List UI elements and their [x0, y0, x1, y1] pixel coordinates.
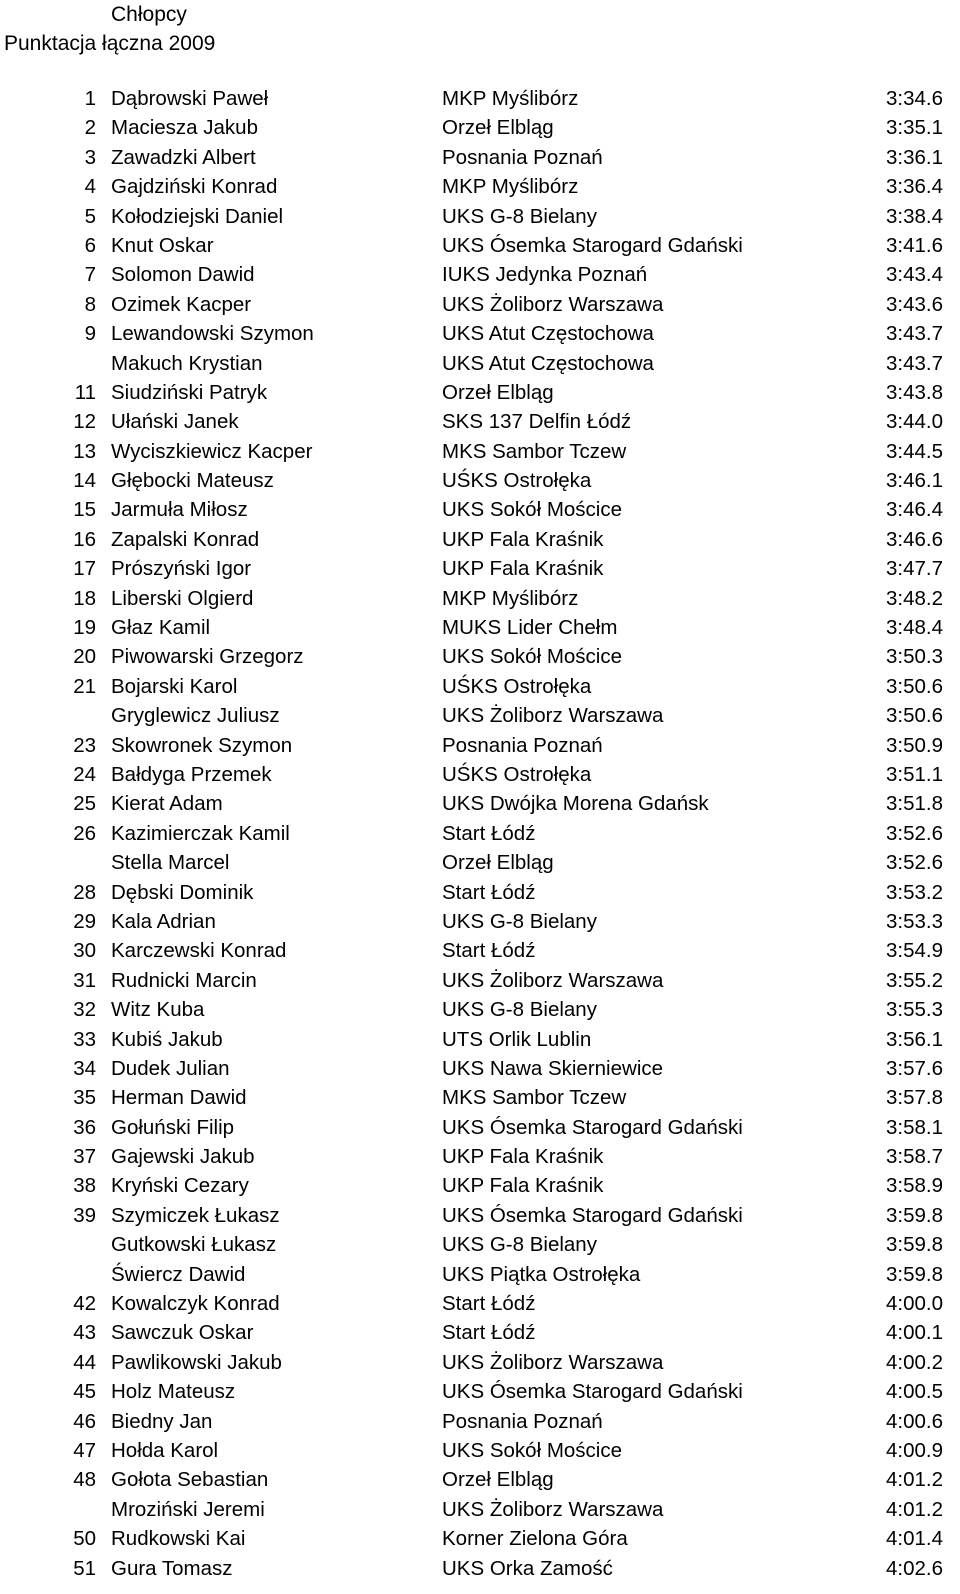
- result-time: 3:56.1: [886, 1027, 943, 1051]
- result-row: [0, 848, 960, 877]
- result-time: 3:50.9: [886, 733, 943, 757]
- athlete-name: Gajewski Jakub: [111, 1145, 255, 1169]
- result-row: [0, 1495, 960, 1524]
- athlete-name: Kowalczyk Konrad: [111, 1292, 280, 1316]
- athlete-name: Gura Tomasz: [111, 1556, 233, 1580]
- place-cell: 14: [73, 469, 96, 493]
- athlete-name: Maciesza Jakub: [111, 116, 258, 140]
- club-name: UKP Fala Kraśnik: [442, 527, 604, 551]
- result-row: [0, 1142, 960, 1171]
- place-cell: 1: [84, 87, 96, 110]
- athlete-name: Świercz Dawid: [111, 1262, 246, 1286]
- club-name: UTS Orlik Lublin: [442, 1027, 592, 1051]
- club-name: Start Łódź: [442, 939, 536, 963]
- place-cell: 26: [73, 821, 96, 845]
- place-cell: 42: [73, 1292, 96, 1316]
- athlete-name: Solomon Dawid: [111, 263, 255, 287]
- place-cell: 48: [73, 1468, 96, 1492]
- result-time: 3:34.6: [886, 87, 943, 110]
- athlete-name: Ozimek Kacper: [111, 292, 252, 316]
- athlete-name: Skowronek Szymon: [111, 733, 293, 757]
- club-name: UKS Sokół Mościce: [442, 498, 623, 522]
- result-row: [0, 642, 960, 671]
- club-name: UKS Żoliborz Warszawa: [442, 968, 664, 992]
- club-name: Orzeł Elbląg: [442, 851, 554, 875]
- club-name: Orzeł Elbląg: [442, 1468, 554, 1492]
- athlete-name: Biedny Jan: [111, 1409, 213, 1433]
- athlete-name: Stella Marcel: [111, 851, 230, 875]
- result-time: 3:36.4: [886, 175, 943, 199]
- club-name: UKP Fala Kraśnik: [442, 557, 604, 581]
- athlete-name: Dąbrowski Paweł: [111, 87, 269, 110]
- result-row: [0, 1025, 960, 1054]
- result-time: 3:48.2: [886, 586, 943, 610]
- athlete-name: Ułański Janek: [111, 410, 239, 434]
- result-time: 3:57.8: [886, 1086, 943, 1110]
- club-name: Posnania Poznań: [442, 733, 603, 757]
- athlete-name: Lewandowski Szymon: [111, 322, 314, 346]
- result-time: 3:46.1: [886, 469, 943, 493]
- athlete-name: Szymiczek Łukasz: [111, 1203, 280, 1227]
- result-row: [0, 907, 960, 936]
- result-time: 3:58.1: [886, 1115, 943, 1139]
- result-row: [0, 378, 960, 407]
- place-cell: 25: [73, 792, 96, 816]
- place-cell: 35: [73, 1086, 96, 1110]
- place-cell: 36: [73, 1115, 96, 1139]
- place-cell: 11: [74, 380, 96, 404]
- place-cell: 24: [73, 762, 96, 786]
- club-name: UKS Ósemka Starogard Gdański: [442, 1203, 743, 1227]
- athlete-name: Mroziński Jeremi: [111, 1497, 265, 1521]
- result-row: [0, 554, 960, 583]
- result-row: [0, 936, 960, 965]
- club-name: UKS Sokół Mościce: [442, 645, 623, 669]
- result-row: [0, 672, 960, 701]
- place-cell: 18: [73, 586, 96, 610]
- club-name: UKS Ósemka Starogard Gdański: [442, 1115, 743, 1139]
- club-name: UKS G-8 Bielany: [442, 909, 597, 933]
- place-cell: 5: [84, 204, 96, 228]
- club-name: UKS Atut Częstochowa: [442, 351, 654, 375]
- place-cell: 43: [73, 1321, 96, 1345]
- result-row: [0, 731, 960, 760]
- result-time: 3:50.6: [886, 674, 943, 698]
- ranking-subtitle: Punktacja łączna 2009: [4, 32, 216, 55]
- result-row: [0, 143, 960, 172]
- result-time: 3:41.6: [886, 233, 943, 257]
- athlete-name: Sawczuk Oskar: [111, 1321, 254, 1345]
- place-cell: 4: [84, 175, 96, 199]
- place-cell: 23: [73, 733, 96, 757]
- club-name: UKS Żoliborz Warszawa: [442, 1350, 664, 1374]
- place-cell: 3: [84, 145, 96, 169]
- result-time: 3:50.3: [886, 645, 943, 669]
- club-name: UKP Fala Kraśnik: [442, 1174, 604, 1198]
- club-name: UKS Piątka Ostrołęka: [442, 1262, 641, 1286]
- result-time: 4:00.2: [886, 1350, 943, 1374]
- club-name: IUKS Jedynka Poznań: [442, 263, 648, 287]
- place-cell: 7: [84, 263, 96, 287]
- club-name: MKP Myślibórz: [442, 586, 579, 610]
- athlete-name: Głębocki Mateusz: [111, 469, 274, 493]
- result-row: [0, 84, 960, 113]
- place-cell: 47: [73, 1438, 96, 1462]
- result-row: [0, 407, 960, 436]
- place-cell: 28: [73, 880, 96, 904]
- place-cell: 39: [73, 1203, 96, 1227]
- place-cell: 20: [73, 645, 96, 669]
- club-name: Start Łódź: [442, 880, 536, 904]
- result-time: 3:58.9: [886, 1174, 943, 1198]
- result-time: 4:01.2: [886, 1468, 943, 1492]
- place-cell: 19: [73, 616, 96, 640]
- result-time: 3:47.7: [886, 557, 943, 581]
- club-name: UŚKS Ostrołęka: [442, 469, 592, 493]
- result-row: [0, 349, 960, 378]
- result-row: [0, 1201, 960, 1230]
- result-row: [0, 1436, 960, 1465]
- result-time: 3:43.7: [886, 351, 943, 375]
- club-name: UKS Atut Częstochowa: [442, 322, 654, 346]
- result-time: 3:46.4: [886, 498, 943, 522]
- place-cell: 6: [84, 233, 96, 257]
- athlete-name: Gajdziński Konrad: [111, 175, 278, 199]
- result-row: [0, 1465, 960, 1494]
- result-time: 3:59.8: [886, 1233, 943, 1257]
- result-time: 3:55.3: [886, 998, 943, 1022]
- place-cell: 31: [73, 968, 96, 992]
- club-name: Start Łódź: [442, 1292, 536, 1316]
- result-row: [0, 1407, 960, 1436]
- athlete-name: Kazimierczak Kamil: [111, 821, 290, 845]
- result-row: [0, 584, 960, 613]
- athlete-name: Kala Adrian: [111, 909, 216, 933]
- club-name: UKS Nawa Skierniewice: [442, 1056, 664, 1080]
- result-row: [0, 995, 960, 1024]
- place-cell: 51: [73, 1556, 96, 1580]
- athlete-name: Witz Kuba: [111, 998, 205, 1022]
- athlete-name: Gołuński Filip: [111, 1115, 235, 1139]
- club-name: UKS Orka Zamość: [442, 1556, 613, 1580]
- athlete-name: Dudek Julian: [111, 1056, 230, 1080]
- place-cell: 37: [73, 1145, 96, 1169]
- athlete-name: Kierat Adam: [111, 792, 223, 816]
- result-row: [0, 525, 960, 554]
- result-row: [0, 202, 960, 231]
- result-time: 3:51.8: [886, 792, 943, 816]
- athlete-name: Siudziński Patryk: [111, 380, 268, 404]
- place-cell: 12: [73, 410, 96, 434]
- athlete-name: Dębski Dominik: [111, 880, 254, 904]
- result-time: 3:51.1: [886, 762, 943, 786]
- club-name: Start Łódź: [442, 821, 536, 845]
- result-time: 3:44.0: [886, 410, 943, 434]
- club-name: UKS Dwójka Morena Gdańsk: [442, 792, 709, 816]
- athlete-name: Bałdyga Przemek: [111, 762, 272, 786]
- document-header: [0, 0, 960, 58]
- place-cell: 2: [84, 116, 96, 140]
- place-cell: 16: [73, 527, 96, 551]
- result-time: 3:59.8: [886, 1203, 943, 1227]
- club-name: UKS Ósemka Starogard Gdański: [442, 233, 743, 257]
- club-name: UKS Żoliborz Warszawa: [442, 292, 664, 316]
- club-name: UŚKS Ostrołęka: [442, 762, 592, 786]
- result-row: [0, 260, 960, 289]
- result-time: 3:53.3: [886, 909, 943, 933]
- result-time: 4:01.4: [886, 1527, 943, 1551]
- result-row: [0, 1377, 960, 1406]
- place-cell: 34: [73, 1056, 96, 1080]
- athlete-name: Rudkowski Kai: [111, 1527, 246, 1551]
- athlete-name: Głaz Kamil: [111, 616, 211, 640]
- result-row: [0, 1289, 960, 1318]
- result-row: [0, 701, 960, 730]
- club-name: Start Łódź: [442, 1321, 536, 1345]
- place-cell: 32: [73, 998, 96, 1022]
- result-time: 4:02.6: [886, 1556, 943, 1580]
- result-time: 3:55.2: [886, 968, 943, 992]
- result-time: 3:54.9: [886, 939, 943, 963]
- place-cell: 46: [73, 1409, 96, 1433]
- result-row: [0, 172, 960, 201]
- place-cell: 38: [73, 1174, 96, 1198]
- athlete-name: Gutkowski Łukasz: [111, 1233, 277, 1257]
- club-name: UKS Żoliborz Warszawa: [442, 704, 664, 728]
- athlete-name: Hołda Karol: [111, 1438, 219, 1462]
- result-row: [0, 819, 960, 848]
- athlete-name: Makuch Krystian: [111, 351, 263, 375]
- place-cell: 45: [73, 1380, 96, 1404]
- result-time: 4:00.9: [886, 1438, 943, 1462]
- result-row: [0, 1524, 960, 1553]
- result-row: [0, 495, 960, 524]
- result-row: [0, 290, 960, 319]
- athlete-name: Liberski Olgierd: [111, 586, 254, 610]
- athlete-name: Piwowarski Grzegorz: [111, 645, 304, 669]
- result-row: [0, 878, 960, 907]
- result-time: 3:52.6: [886, 821, 943, 845]
- result-time: 3:43.7: [886, 322, 943, 346]
- result-row: [0, 1113, 960, 1142]
- place-cell: 33: [73, 1027, 96, 1051]
- athlete-name: Bojarski Karol: [111, 674, 238, 698]
- club-name: MKP Myślibórz: [442, 175, 579, 199]
- result-row: [0, 760, 960, 789]
- result-time: 3:36.1: [886, 145, 943, 169]
- result-row: [0, 319, 960, 348]
- category-title: Chłopcy: [111, 3, 187, 26]
- club-name: UŚKS Ostrołęka: [442, 674, 592, 698]
- result-time: 3:38.4: [886, 204, 943, 228]
- result-time: 3:43.8: [886, 380, 943, 404]
- club-name: MKP Myślibórz: [442, 87, 579, 110]
- result-row: [0, 966, 960, 995]
- club-name: UKS Ósemka Starogard Gdański: [442, 1380, 743, 1404]
- club-name: Posnania Poznań: [442, 1409, 603, 1433]
- result-row: [0, 1054, 960, 1083]
- result-time: 3:58.7: [886, 1145, 943, 1169]
- athlete-name: Rudnicki Marcin: [111, 968, 257, 992]
- club-name: UKS G-8 Bielany: [442, 998, 597, 1022]
- club-name: Orzeł Elbląg: [442, 116, 554, 140]
- result-row: [0, 1554, 960, 1583]
- result-row: [0, 1348, 960, 1377]
- result-time: 3:43.6: [886, 292, 943, 316]
- place-cell: 29: [73, 909, 96, 933]
- athlete-name: Karczewski Konrad: [111, 939, 287, 963]
- club-name: SKS 137 Delfin Łódź: [442, 410, 632, 434]
- result-time: 4:00.6: [886, 1409, 943, 1433]
- athlete-name: Holz Mateusz: [111, 1380, 236, 1404]
- club-name: UKS G-8 Bielany: [442, 1233, 597, 1257]
- club-name: Orzeł Elbląg: [442, 380, 554, 404]
- place-cell: 17: [73, 557, 96, 581]
- place-cell: 30: [73, 939, 96, 963]
- result-time: 4:00.1: [886, 1321, 943, 1345]
- result-time: 4:00.5: [886, 1380, 943, 1404]
- club-name: Posnania Poznań: [442, 145, 603, 169]
- result-time: 3:35.1: [886, 116, 943, 140]
- result-row: [0, 1318, 960, 1347]
- result-time: 3:53.2: [886, 880, 943, 904]
- athlete-name: Jarmuła Miłosz: [111, 498, 248, 522]
- athlete-name: Kryński Cezary: [111, 1174, 249, 1198]
- athlete-name: Zapalski Konrad: [111, 527, 260, 551]
- result-row: [0, 231, 960, 260]
- place-cell: 9: [84, 322, 96, 346]
- result-time: 3:48.4: [886, 616, 943, 640]
- result-row: [0, 113, 960, 142]
- place-cell: 8: [84, 292, 96, 316]
- result-time: 3:43.4: [886, 263, 943, 287]
- club-name: MKS Sambor Tczew: [442, 439, 627, 463]
- club-name: UKS Sokół Mościce: [442, 1438, 623, 1462]
- club-name: UKS Żoliborz Warszawa: [442, 1497, 664, 1521]
- athlete-name: Knut Oskar: [111, 233, 214, 257]
- result-row: [0, 466, 960, 495]
- athlete-name: Zawadzki Albert: [111, 145, 256, 169]
- result-time: 4:00.0: [886, 1292, 943, 1316]
- athlete-name: Pawlikowski Jakub: [111, 1350, 282, 1374]
- result-row: [0, 613, 960, 642]
- result-time: 4:01.2: [886, 1497, 943, 1521]
- result-row: [0, 437, 960, 466]
- club-name: MKS Sambor Tczew: [442, 1086, 627, 1110]
- results-table: [0, 84, 960, 1583]
- result-time: 3:50.6: [886, 704, 943, 728]
- place-cell: 13: [73, 439, 96, 463]
- place-cell: 21: [73, 674, 96, 698]
- club-name: UKP Fala Kraśnik: [442, 1145, 604, 1169]
- result-time: 3:57.6: [886, 1056, 943, 1080]
- result-row: [0, 1260, 960, 1289]
- athlete-name: Prószyński Igor: [111, 557, 252, 581]
- club-name: MUKS Lider Chełm: [442, 616, 618, 640]
- place-cell: 50: [73, 1527, 96, 1551]
- result-time: 3:44.5: [886, 439, 943, 463]
- result-time: 3:46.6: [886, 527, 943, 551]
- athlete-name: Gołota Sebastian: [111, 1468, 269, 1492]
- athlete-name: Kubiś Jakub: [111, 1027, 223, 1051]
- result-row: [0, 1171, 960, 1200]
- club-name: UKS G-8 Bielany: [442, 204, 597, 228]
- club-name: Korner Zielona Góra: [442, 1527, 628, 1551]
- athlete-name: Kołodziejski Daniel: [111, 204, 284, 228]
- result-row: [0, 789, 960, 818]
- athlete-name: Gryglewicz Juliusz: [111, 704, 280, 728]
- athlete-name: Wyciszkiewicz Kacper: [111, 439, 313, 463]
- result-row: [0, 1083, 960, 1112]
- athlete-name: Herman Dawid: [111, 1086, 247, 1110]
- result-row: [0, 1230, 960, 1259]
- place-cell: 15: [73, 498, 96, 522]
- result-time: 3:59.8: [886, 1262, 943, 1286]
- result-time: 3:52.6: [886, 851, 943, 875]
- place-cell: 44: [73, 1350, 96, 1374]
